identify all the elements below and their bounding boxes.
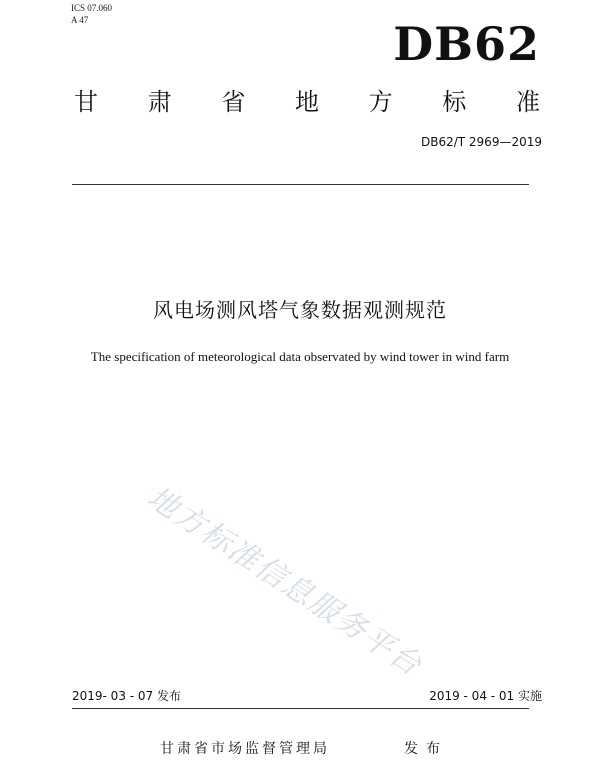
ics-code: ICS 07.060 (71, 3, 113, 13)
title-char: 准 (515, 88, 540, 116)
title-char: 省 (221, 88, 246, 116)
document-title: 风电场测风塔气象数据观测规范 (153, 298, 447, 322)
watermark: 地方标准信息服务平台 (140, 480, 429, 684)
issuing-authority: 甘肃省市场监督管理局 (160, 741, 330, 757)
implement-date: 2019 - 04 - 01 实施 (429, 689, 542, 703)
title-char: 标 (442, 88, 467, 116)
title-char: 甘 (74, 88, 98, 116)
issue-label: 发布 (404, 741, 448, 757)
issue-date: 2019- 03 - 07 发布 (72, 689, 181, 703)
bottom-divider (72, 708, 529, 709)
standard-number: DB62/T 2969—2019 (420, 135, 542, 149)
top-divider (72, 184, 529, 185)
classification-code: A 47 (71, 15, 89, 25)
standard-type-title (74, 86, 540, 118)
title-char: 方 (368, 88, 393, 116)
title-char: 肃 (147, 88, 172, 116)
standard-code-logo: DB62 (393, 17, 540, 71)
document-title-english: The specification of meteorological data observated by wind tower in wind farm (90, 349, 510, 364)
title-char: 地 (294, 88, 319, 116)
